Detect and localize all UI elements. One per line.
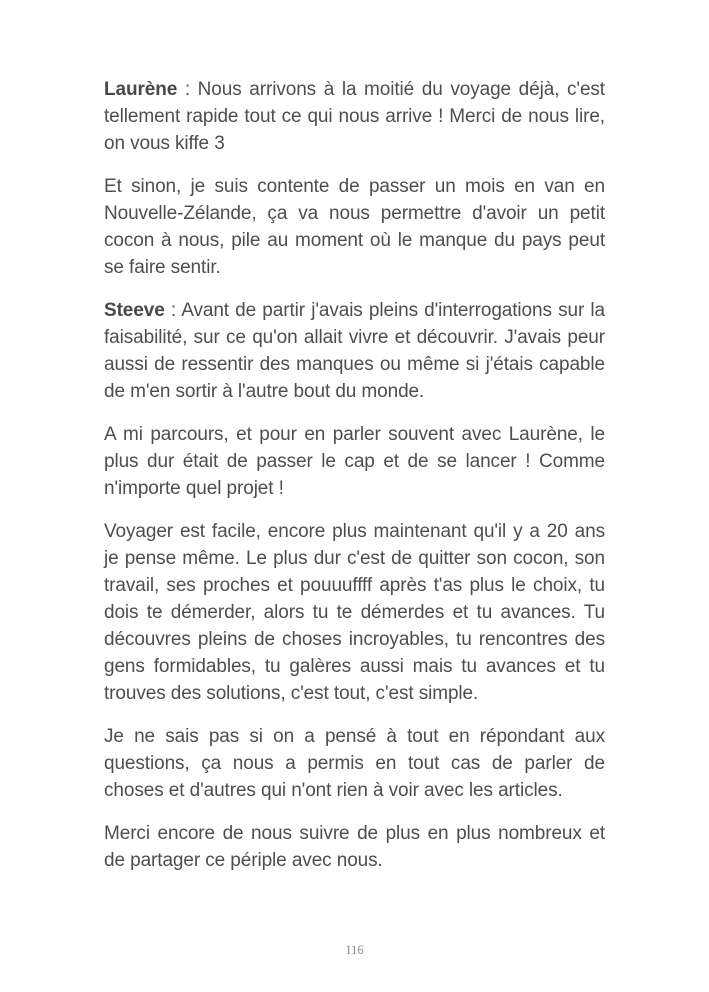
paragraph-text: : Nous arrivons à la moitié du voyage déjà, c'est tellement rapide tout ce qui nous arrive ! Merci de nous lire, on vous kiffe 3 xyxy=(104,79,605,154)
paragraph xyxy=(104,723,605,804)
page-number: 116 xyxy=(345,943,364,957)
paragraph-text: Merci encore de nous suivre de plus en plus nombreux et de partager ce périple avec nous. xyxy=(104,823,605,871)
paragraph xyxy=(104,421,605,502)
paragraph xyxy=(104,297,605,405)
paragraph-text: : Avant de partir j'avais pleins d'interrogations sur la faisabilité, sur ce qu'on allait vivre et découvrir. J'avais peur aussi de ressentir des manques ou même si j'étais capable de m'en sortir à l'autre bout du monde. xyxy=(104,300,605,402)
paragraph-text: A mi parcours, et pour en parler souvent avec Laurène, le plus dur était de passer le cap et de se lancer ! Comme n'importe quel projet ! xyxy=(104,424,605,499)
speaker-name: Laurène xyxy=(104,79,178,100)
paragraph xyxy=(104,820,605,874)
paragraph xyxy=(104,518,605,707)
paragraph-text: Voyager est facile, encore plus maintenant qu'il y a 20 ans je pense même. Le plus dur c'est de quitter son cocon, son travail, ses proches et pouuuffff après t'as plus le choix, tu dois te démerder, alors tu te démerdes et tu avances. Tu découvres pleins de choses incroyables, tu rencontres des gens formidables, tu galères aussi mais tu avances et tu trouves des solutions, c'est tout, c'est simple. xyxy=(104,521,605,704)
paragraph xyxy=(104,76,605,157)
page-content xyxy=(104,76,605,890)
speaker-name: Steeve xyxy=(104,300,165,321)
paragraph xyxy=(104,173,605,281)
paragraph-text: Et sinon, je suis contente de passer un mois en van en Nouvelle-Zélande, ça va nous permettre d'avoir un petit cocon à nous, pile au moment où le manque du pays peut se faire sentir. xyxy=(104,176,605,278)
paragraph-text: Je ne sais pas si on a pensé à tout en répondant aux questions, ça nous a permis en tout cas de parler de choses et d'autres qui n'ont rien à voir avec les articles. xyxy=(104,726,605,801)
